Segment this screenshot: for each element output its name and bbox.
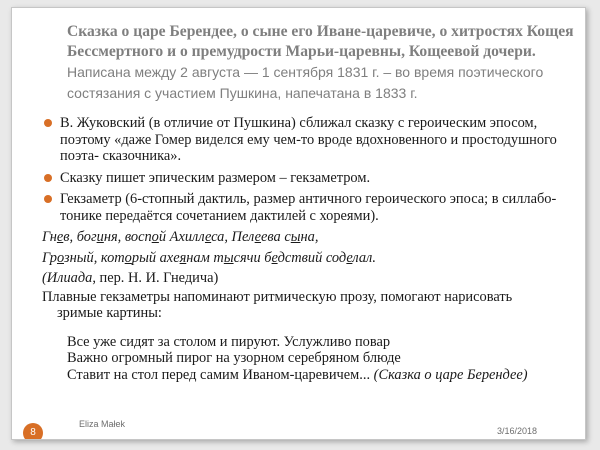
stressed-vowel: е	[271, 249, 278, 266]
quote-block	[12, 334, 586, 384]
quote-line-2: Важно огромный пирог на узорном серебряном блюде	[67, 350, 401, 366]
quote-citation: (Сказка о царе Берендее)	[373, 366, 528, 383]
page-number-badge: 8	[23, 423, 43, 440]
verse-segment: сячи б	[233, 249, 272, 266]
stressed-vowel: о	[56, 249, 64, 266]
paragraph-line-1: Плавные гекзаметры напоминают ритмическую прозу, помогают нарисовать	[42, 288, 513, 305]
quote-line-1: Все уже сидят за столом и пируют. Услужливо повар	[67, 333, 391, 350]
verse-segment: й Ахилл	[158, 229, 205, 245]
quote-line-3-text: Ставит на стол перед самим Иваном-царевичем...	[67, 366, 374, 383]
verse-segment: дствий сод	[277, 249, 347, 266]
bullet-text: Сказку пишет эпическим размером – гекзаметром.	[60, 169, 371, 186]
stressed-vowel: ы	[223, 249, 234, 266]
verse-segment: Гн	[42, 229, 57, 245]
verse-line-1	[12, 229, 586, 246]
stressed-vowel: о	[151, 229, 159, 245]
stressed-vowel: е	[254, 229, 262, 245]
verse-segment: са, Пел	[211, 229, 255, 245]
bullet-item	[12, 191, 586, 224]
bullet-dot-icon	[44, 195, 52, 203]
stressed-vowel: о	[124, 249, 132, 266]
slide	[11, 7, 586, 440]
stressed-vowel: и	[96, 229, 104, 245]
verse-source	[12, 270, 586, 287]
verse-segment: рый ахе	[131, 249, 180, 266]
paragraph-line-2: зримые картины:	[57, 305, 162, 321]
bullet-item	[12, 115, 586, 165]
verse-segment: ня, восп	[103, 229, 152, 245]
stressed-vowel: е	[204, 229, 212, 245]
verse-segment: Гр	[42, 249, 57, 266]
bullet-dot-icon	[44, 174, 52, 182]
verse-segment: в, бог	[63, 229, 97, 245]
footer-author: Eliza Małek	[79, 419, 126, 429]
stressed-vowel: ы	[290, 229, 301, 245]
verse-source-title: (Илиада	[42, 270, 93, 286]
verse-line-2	[12, 250, 586, 267]
slide-body	[12, 115, 586, 383]
verse-segment: на,	[300, 229, 319, 245]
title-main: Сказка о царе Берендее, о сыне его Иване-царевиче, о хитростях Кощея Бессмертного и о премудрости Марьи-царевны, Кощеевой дочери.	[67, 23, 574, 60]
footer-date: 3/16/2018	[497, 426, 538, 436]
bullet-dot-icon	[44, 119, 52, 127]
stressed-vowel: я	[179, 249, 187, 266]
verse-segment: нам т	[186, 249, 224, 266]
verse-segment: зный, кот	[64, 249, 125, 266]
slide-title	[67, 22, 579, 104]
verse-source-rest: , пер. Н. И. Гнедича)	[92, 270, 219, 286]
stressed-vowel: е	[346, 249, 353, 266]
bullet-item	[12, 170, 586, 187]
verse-segment: ева с	[261, 229, 291, 245]
stressed-vowel: е	[56, 229, 64, 245]
bullet-text: Гекзаметр (6-стопный дактиль, размер античного героического эпоса; в силлабо-тонике передаётся сочетанием дактилей с хореями).	[60, 191, 557, 224]
bullet-text: В. Жуковский (в отличие от Пушкина) сближал сказку с героическим эпосом, поэтому «даже Гомер виделся ему чем-то вроде вдохновенного и простодушного поэта- сказочника».	[60, 115, 557, 164]
paragraph	[12, 289, 586, 322]
verse-segment: лал.	[352, 249, 376, 266]
title-subtitle: Написана между 2 августа — 1 сентября 1831 г. – во время поэтического состязания с участием Пушкина, напечатана в 1833 г.	[67, 64, 544, 101]
quote-line-3	[67, 367, 577, 384]
